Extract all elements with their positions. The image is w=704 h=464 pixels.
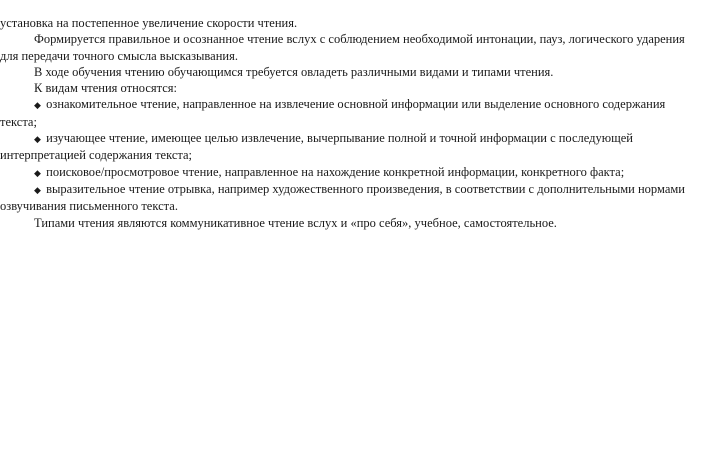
- diamond-bullet-icon: ◆: [34, 184, 41, 195]
- paragraph: В ходе обучения чтению обучающимся требуется овладеть различными видами и типами чтения.: [34, 64, 554, 79]
- paragraph: установка на постепенное увеличение скорости чтения.: [0, 16, 298, 30]
- diamond-bullet-icon: ◆: [34, 134, 41, 145]
- closing-paragraph: Типами чтения являются коммуникативное чтение вслух и «про себя», учебное, самостоятельное.: [34, 215, 557, 230]
- paragraph: Формируется правильное и осознанное чтение вслух с соблюдением необходимой интонации, пауз, логического ударения для передачи точного смысла высказывания.: [0, 32, 685, 63]
- diamond-bullet-icon: ◆: [34, 100, 41, 111]
- list-item-text: поисковое/просмотровое чтение, направленное на нахождение конкретной информации, конкретного факта;: [46, 164, 625, 179]
- list-item: [0, 130, 696, 164]
- paragraph: К видам чтения относятся:: [34, 81, 178, 96]
- list-item: [0, 96, 696, 130]
- diamond-bullet-icon: ◆: [34, 167, 41, 178]
- document-body: [0, 0, 704, 231]
- list-item-text: изучающее чтение, имеющее целью извлечение, вычерпывание полной и точной информации с последующей интерпретацией содержания текста;: [0, 131, 633, 163]
- list-item-text: выразительное чтение отрывка, например художественного произведения, в соответствии с дополнительными нормами озвучивания письменного текста.: [0, 181, 685, 214]
- list-item: [0, 181, 696, 215]
- list-item: [0, 164, 696, 181]
- list-item-text: ознакомительное чтение, направленное на извлечение основной информации или выделение основного содержания текста;: [0, 97, 666, 129]
